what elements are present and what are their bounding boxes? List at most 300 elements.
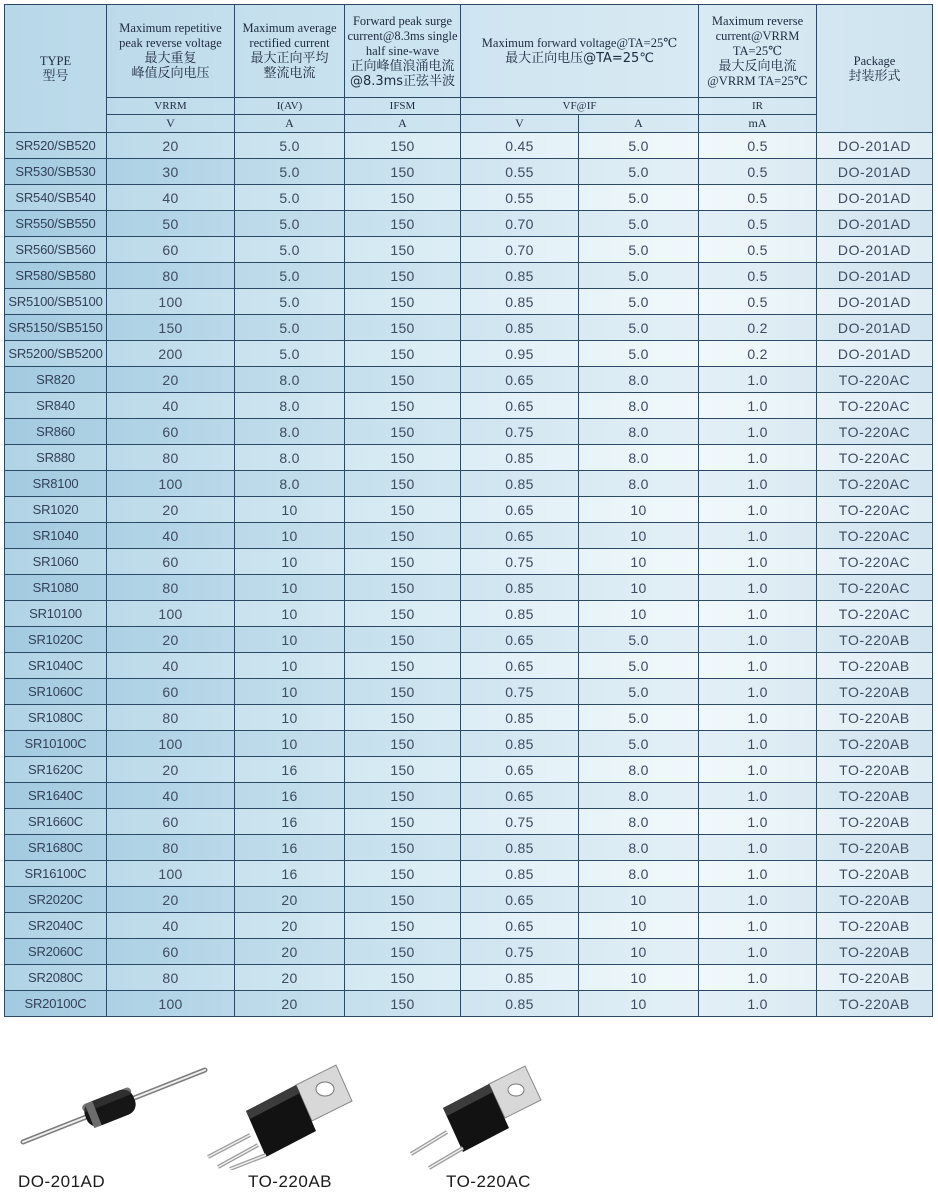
cell-iav: 10 [235,653,345,679]
cell-type: SR20100C [5,991,107,1017]
cell-ir: 1.0 [699,601,817,627]
unit-ifsm: A [345,115,461,133]
cell-type: SR2020C [5,887,107,913]
cell-if: 5.0 [579,211,699,237]
header-vf [461,5,699,98]
cell-package: TO-220AB [817,913,933,939]
cell-ir: 1.0 [699,835,817,861]
header-ifsm-line: Forward peak surge [352,13,453,28]
cell-ir: 1.0 [699,549,817,575]
cell-if: 5.0 [579,237,699,263]
cell-package: DO-201AD [817,263,933,289]
cell-if: 5.0 [579,315,699,341]
table-row [5,783,933,809]
cell-vrrm: 80 [107,263,235,289]
cell-vf: 0.65 [461,783,579,809]
table-row [5,185,933,211]
cell-if: 8.0 [579,367,699,393]
table-row [5,549,933,575]
cell-package: DO-201AD [817,341,933,367]
cell-if: 5.0 [579,159,699,185]
cell-type: SR10100 [5,601,107,627]
cell-type: SR1080C [5,705,107,731]
table-body [5,133,933,1017]
cell-type: SR5100/SB5100 [5,289,107,315]
cell-iav: 8.0 [235,471,345,497]
cell-ifsm: 150 [345,393,461,419]
header-package-en: Package [853,53,896,68]
table-row [5,887,933,913]
table-row [5,679,933,705]
cell-type: SR1660C [5,809,107,835]
header-row-symbols [5,98,933,115]
cell-vf: 0.75 [461,679,579,705]
table-row [5,913,933,939]
cell-iav: 16 [235,783,345,809]
cell-ifsm: 150 [345,445,461,471]
cell-ir: 1.0 [699,991,817,1017]
cell-package: DO-201AD [817,211,933,237]
cell-ifsm: 150 [345,497,461,523]
header-ifsm-line: half sine-wave [365,43,440,58]
cell-vf: 0.65 [461,627,579,653]
cell-vrrm: 60 [107,679,235,705]
header-type-zh: 型号 [42,68,69,84]
symbol-ifsm: IFSM [345,98,461,115]
cell-ifsm: 150 [345,861,461,887]
header-vrrm-line: peak reverse voltage [119,36,222,50]
cell-package: TO-220AB [817,627,933,653]
cell-package: DO-201AD [817,133,933,159]
cell-vrrm: 150 [107,315,235,341]
cell-if: 10 [579,549,699,575]
cell-if: 10 [579,965,699,991]
cell-if: 10 [579,575,699,601]
cell-type: SR820 [5,367,107,393]
cell-iav: 20 [235,965,345,991]
cell-ifsm: 150 [345,601,461,627]
cell-iav: 10 [235,679,345,705]
cell-vrrm: 80 [107,575,235,601]
cell-ir: 1.0 [699,965,817,991]
cell-vrrm: 20 [107,133,235,159]
cell-package: TO-220AC [817,497,933,523]
cell-iav: 10 [235,497,345,523]
header-iav-line: 最大正向平均 [250,51,329,66]
cell-if: 10 [579,523,699,549]
cell-ir: 1.0 [699,809,817,835]
cell-type: SR1040C [5,653,107,679]
cell-type: SR880 [5,445,107,471]
cell-ifsm: 150 [345,627,461,653]
cell-vrrm: 40 [107,783,235,809]
cell-vf: 0.95 [461,341,579,367]
cell-if: 8.0 [579,471,699,497]
cell-ir: 1.0 [699,419,817,445]
rectifier-spec-table [4,4,933,1017]
cell-ifsm: 150 [345,705,461,731]
cell-ifsm: 150 [345,939,461,965]
cell-iav: 8.0 [235,393,345,419]
header-ir-line: current@VRRM [715,28,800,43]
cell-ir: 1.0 [699,445,817,471]
cell-ir: 0.2 [699,341,817,367]
cell-vf: 0.85 [461,471,579,497]
table-row [5,575,933,601]
header-type-en: TYPE [39,53,72,68]
cell-vf: 0.85 [461,289,579,315]
cell-vrrm: 40 [107,185,235,211]
cell-iav: 8.0 [235,419,345,445]
cell-if: 5.0 [579,289,699,315]
cell-ifsm: 150 [345,133,461,159]
table-row [5,627,933,653]
table-row [5,861,933,887]
cell-ifsm: 150 [345,419,461,445]
do-201ad-diode-icon [15,1030,215,1150]
cell-type: SR1620C [5,757,107,783]
table-row [5,523,933,549]
cell-iav: 5.0 [235,159,345,185]
cell-iav: 10 [235,731,345,757]
cell-type: SR840 [5,393,107,419]
cell-vf: 0.70 [461,211,579,237]
cell-iav: 5.0 [235,315,345,341]
cell-if: 8.0 [579,757,699,783]
cell-type: SR1040 [5,523,107,549]
cell-type: SR16100C [5,861,107,887]
cell-ifsm: 150 [345,731,461,757]
cell-ifsm: 150 [345,783,461,809]
header-iav [235,5,345,98]
cell-ir: 1.0 [699,757,817,783]
cell-vrrm: 60 [107,549,235,575]
cell-vf: 0.85 [461,965,579,991]
cell-package: TO-220AC [817,419,933,445]
cell-vf: 0.85 [461,731,579,757]
cell-if: 10 [579,887,699,913]
cell-package: TO-220AB [817,861,933,887]
spec-sheet [4,4,932,1017]
cell-type: SR550/SB550 [5,211,107,237]
cell-iav: 5.0 [235,211,345,237]
cell-ir: 1.0 [699,523,817,549]
cell-if: 10 [579,913,699,939]
cell-iav: 8.0 [235,367,345,393]
cell-vrrm: 40 [107,523,235,549]
symbol-ir: IR [699,98,817,115]
table-row [5,367,933,393]
cell-vf: 0.85 [461,575,579,601]
cell-ir: 1.0 [699,913,817,939]
header-package-zh: 封装形式 [848,68,901,84]
cell-ifsm: 150 [345,653,461,679]
cell-package: TO-220AB [817,731,933,757]
cell-vf: 0.75 [461,419,579,445]
cell-ir: 1.0 [699,393,817,419]
cell-ifsm: 150 [345,913,461,939]
header-vrrm-line: Maximum repetitive [119,21,222,35]
cell-ir: 1.0 [699,497,817,523]
cell-ir: 0.5 [699,133,817,159]
cell-iav: 10 [235,705,345,731]
cell-type: SR1060C [5,679,107,705]
cell-package: TO-220AC [817,549,933,575]
header-vrrm [107,5,235,98]
cell-vf: 0.75 [461,809,579,835]
cell-vrrm: 20 [107,887,235,913]
cell-vf: 0.85 [461,835,579,861]
cell-type: SR10100C [5,731,107,757]
cell-vf: 0.75 [461,939,579,965]
table-row [5,315,933,341]
cell-vf: 0.65 [461,367,579,393]
cell-type: SR1680C [5,835,107,861]
table-row [5,341,933,367]
header-vrrm-line: 峰值反向电压 [131,66,210,81]
cell-vrrm: 60 [107,419,235,445]
cell-package: TO-220AC [817,601,933,627]
cell-iav: 16 [235,809,345,835]
cell-vrrm: 60 [107,237,235,263]
cell-vf: 0.45 [461,133,579,159]
cell-type: SR5150/SB5150 [5,315,107,341]
cell-vf: 0.55 [461,159,579,185]
cell-vf: 0.85 [461,705,579,731]
table-row [5,237,933,263]
cell-ir: 0.5 [699,289,817,315]
cell-ifsm: 150 [345,523,461,549]
cell-ifsm: 150 [345,367,461,393]
cell-ifsm: 150 [345,809,461,835]
cell-ifsm: 150 [345,991,461,1017]
cell-type: SR1060 [5,549,107,575]
cell-if: 5.0 [579,263,699,289]
cell-package: TO-220AB [817,887,933,913]
cell-iav: 5.0 [235,185,345,211]
cell-iav: 20 [235,887,345,913]
cell-if: 5.0 [579,679,699,705]
header-ir-line: @VRRM TA=25℃ [707,73,808,88]
cell-package: TO-220AC [817,393,933,419]
cell-vrrm: 100 [107,289,235,315]
cell-package: TO-220AB [817,991,933,1017]
table-row [5,809,933,835]
table-row [5,419,933,445]
cell-type: SR1080 [5,575,107,601]
symbol-iav: I(AV) [235,98,345,115]
cell-vrrm: 40 [107,913,235,939]
cell-iav: 20 [235,991,345,1017]
table-row [5,939,933,965]
symbol-vf: VF@IF [461,98,699,115]
cell-ir: 1.0 [699,575,817,601]
cell-iav: 10 [235,549,345,575]
unit-ir: mA [699,115,817,133]
cell-package: DO-201AD [817,315,933,341]
cell-vf: 0.65 [461,887,579,913]
table-row [5,731,933,757]
cell-type: SR580/SB580 [5,263,107,289]
cell-iav: 20 [235,939,345,965]
cell-if: 5.0 [579,653,699,679]
table-row [5,835,933,861]
header-iav-line: 整流电流 [263,66,316,81]
cell-if: 5.0 [579,185,699,211]
cell-ifsm: 150 [345,575,461,601]
table-row [5,965,933,991]
package-illustrations [0,1030,938,1200]
header-ifsm [345,5,461,98]
cell-ir: 1.0 [699,939,817,965]
header-iav-line: Maximum average [242,21,337,35]
cell-vrrm: 100 [107,601,235,627]
cell-vf: 0.85 [461,601,579,627]
cell-vrrm: 100 [107,861,235,887]
cell-vf: 0.65 [461,653,579,679]
cell-iav: 16 [235,861,345,887]
cell-vf: 0.85 [461,445,579,471]
cell-if: 8.0 [579,393,699,419]
cell-ir: 0.2 [699,315,817,341]
table-row [5,159,933,185]
cell-package: TO-220AC [817,445,933,471]
unit-iav: A [235,115,345,133]
cell-iav: 20 [235,913,345,939]
cell-iav: 5.0 [235,237,345,263]
package-label-do201ad: DO-201AD [18,1172,106,1191]
cell-vf: 0.75 [461,549,579,575]
cell-vrrm: 50 [107,211,235,237]
cell-vrrm: 20 [107,627,235,653]
header-ifsm-line: current@8.3ms single [347,28,458,43]
table-row [5,133,933,159]
cell-ir: 1.0 [699,679,817,705]
header-ir-line: TA=25℃ [732,43,783,58]
cell-vrrm: 100 [107,991,235,1017]
cell-vf: 0.65 [461,523,579,549]
package-label-to220ab: TO-220AB [248,1172,333,1191]
cell-vrrm: 80 [107,445,235,471]
cell-type: SR2040C [5,913,107,939]
table-row [5,263,933,289]
cell-type: SR1020 [5,497,107,523]
cell-ir: 1.0 [699,367,817,393]
cell-vf: 0.85 [461,315,579,341]
table-row [5,757,933,783]
cell-type: SR860 [5,419,107,445]
cell-package: TO-220AB [817,783,933,809]
header-ir [699,5,817,98]
cell-vf: 0.85 [461,861,579,887]
cell-vrrm: 80 [107,965,235,991]
cell-vrrm: 30 [107,159,235,185]
cell-ifsm: 150 [345,549,461,575]
cell-if: 8.0 [579,861,699,887]
cell-vrrm: 60 [107,939,235,965]
table-row [5,445,933,471]
cell-ir: 0.5 [699,211,817,237]
cell-if: 5.0 [579,705,699,731]
cell-ifsm: 150 [345,887,461,913]
cell-iav: 8.0 [235,445,345,471]
cell-package: DO-201AD [817,289,933,315]
cell-ir: 1.0 [699,471,817,497]
cell-type: SR1020C [5,627,107,653]
cell-if: 8.0 [579,419,699,445]
cell-package: TO-220AB [817,965,933,991]
header-type [5,5,107,133]
cell-ir: 0.5 [699,263,817,289]
cell-iav: 16 [235,835,345,861]
cell-iav: 10 [235,627,345,653]
cell-package: TO-220AB [817,679,933,705]
cell-ir: 0.5 [699,159,817,185]
cell-package: DO-201AD [817,237,933,263]
header-ir-line: 最大反向电流 [718,58,797,74]
to-220ac-transistor-icon [405,1050,555,1170]
header-vf-line: Maximum forward voltage@TA=25℃ [481,36,678,50]
cell-type: SR5200/SB5200 [5,341,107,367]
table-row [5,653,933,679]
cell-vf: 0.65 [461,913,579,939]
table-row [5,289,933,315]
cell-type: SR520/SB520 [5,133,107,159]
cell-ir: 1.0 [699,887,817,913]
cell-iav: 5.0 [235,133,345,159]
table-row [5,705,933,731]
cell-ifsm: 150 [345,159,461,185]
cell-package: TO-220AC [817,523,933,549]
cell-ir: 0.5 [699,237,817,263]
cell-vf: 0.65 [461,757,579,783]
header-ifsm-line: @8.3ms正弦半波 [349,73,456,89]
cell-iav: 10 [235,575,345,601]
symbol-vrrm: VRRM [107,98,235,115]
cell-type: SR560/SB560 [5,237,107,263]
cell-package: TO-220AB [817,809,933,835]
cell-type: SR8100 [5,471,107,497]
cell-if: 10 [579,601,699,627]
cell-ifsm: 150 [345,471,461,497]
cell-ifsm: 150 [345,679,461,705]
header-vrrm-line: 最大重复 [144,51,197,66]
header-vf-line: 最大正向电压@TA=25℃ [505,51,654,66]
cell-vrrm: 200 [107,341,235,367]
cell-vf: 0.55 [461,185,579,211]
header-ifsm-line: 正向峰值浪涌电流 [350,58,455,74]
cell-ir: 1.0 [699,653,817,679]
cell-vf: 0.70 [461,237,579,263]
cell-if: 10 [579,497,699,523]
table-row [5,601,933,627]
cell-vrrm: 20 [107,497,235,523]
cell-if: 5.0 [579,731,699,757]
cell-vrrm: 60 [107,809,235,835]
cell-package: DO-201AD [817,185,933,211]
cell-ifsm: 150 [345,341,461,367]
cell-if: 10 [579,939,699,965]
cell-ifsm: 150 [345,237,461,263]
cell-type: SR1640C [5,783,107,809]
table-row [5,497,933,523]
cell-ifsm: 150 [345,211,461,237]
cell-ifsm: 150 [345,263,461,289]
cell-if: 8.0 [579,783,699,809]
cell-ifsm: 150 [345,289,461,315]
cell-ir: 1.0 [699,731,817,757]
cell-vrrm: 80 [107,705,235,731]
